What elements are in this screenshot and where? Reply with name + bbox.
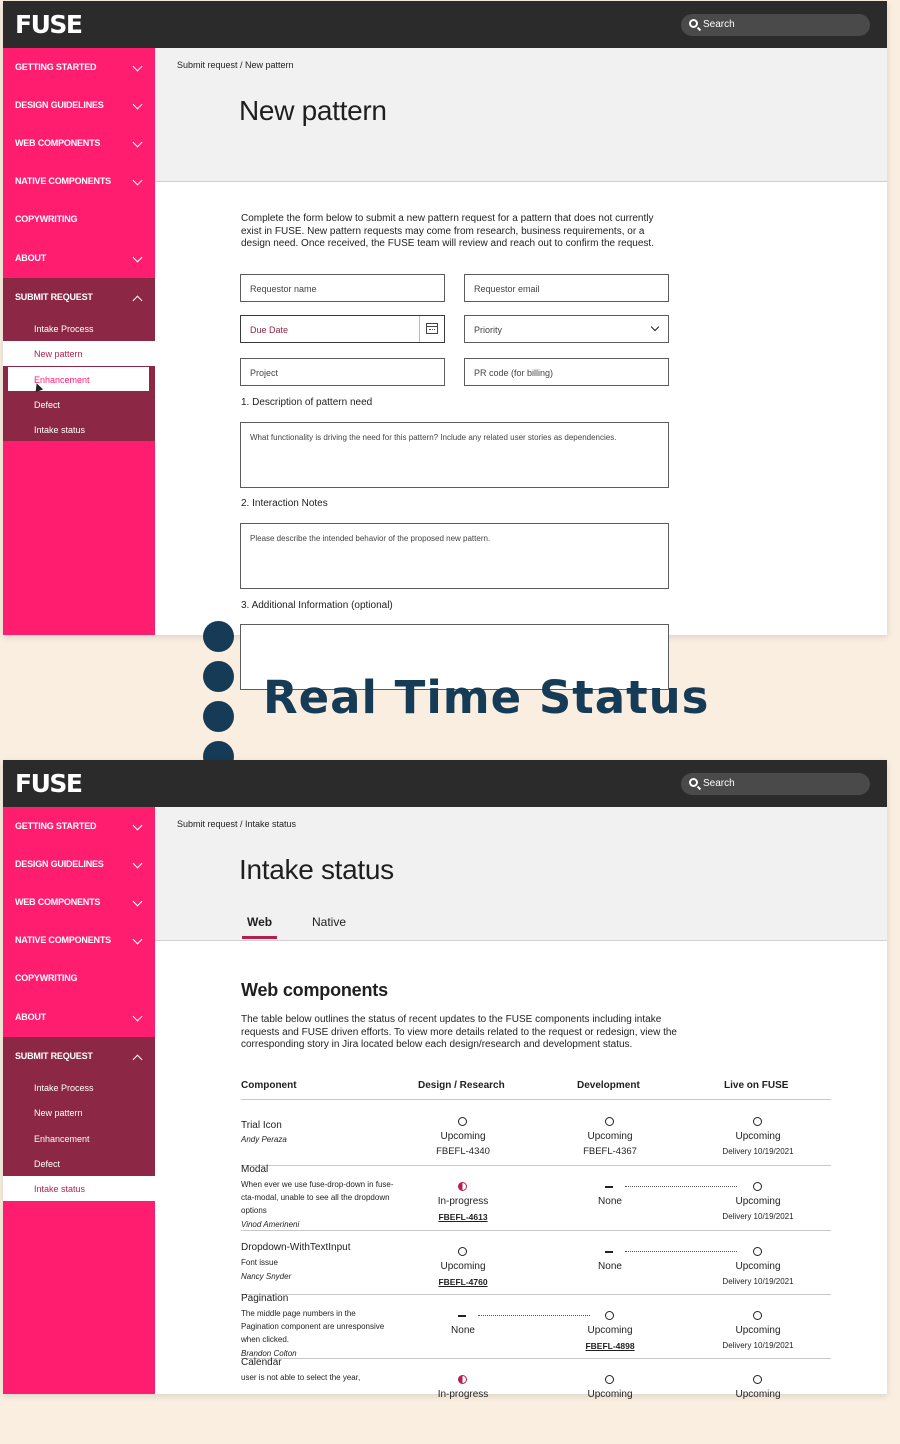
upcoming-icon [605, 1117, 614, 1126]
question-label: 3. Additional Information (optional) [241, 600, 393, 611]
calendar-icon[interactable] [419, 316, 444, 342]
table-row[interactable] [241, 1359, 831, 1424]
chevron-down-icon [133, 935, 143, 945]
nav-label: COPYWRITING [15, 973, 78, 983]
jira-link[interactable]: FBEFL-4613 [438, 1212, 488, 1222]
section-intro: The table below outlines the status of recent updates to the FUSE components including intake requests and FUSE driven efforts. To view more details related to the request or redesign, view the corresponding story in Jira located below each design/research and development status. [241, 1014, 677, 1051]
upcoming-icon [753, 1311, 762, 1320]
nav-about[interactable] [3, 998, 155, 1036]
nav-copywriting[interactable] [3, 200, 155, 238]
subnav-enhancement[interactable] [3, 1126, 155, 1151]
active-tab-indicator [242, 936, 277, 939]
jira-id: FBEFL-4340 [436, 1146, 490, 1157]
dev-status [555, 1367, 665, 1427]
status-text: Upcoming [735, 1261, 781, 1272]
chevron-down-icon [133, 253, 143, 263]
chevron-up-icon [133, 1055, 143, 1065]
status-text: In-progress [437, 1389, 489, 1400]
intake-status-screenshot [3, 760, 887, 1400]
subnav-defect[interactable] [3, 392, 155, 417]
search-placeholder: Search [703, 19, 735, 30]
interaction-notes-textarea[interactable] [240, 523, 669, 589]
column-header-development: Development [577, 1080, 640, 1091]
in-progress-icon [458, 1182, 467, 1191]
component-description: When ever we use fuse-drop-down in fuse-cta-modal, unable to see all the dropdown options [241, 1180, 394, 1216]
none-icon [605, 1186, 613, 1188]
component-name: Pagination [241, 1293, 289, 1304]
component-description: The middle page numbers in the Pagination component are unresponsive when clicked. [241, 1309, 385, 1345]
component-owner: Brandon Colton [241, 1349, 297, 1358]
nav-label: SUBMIT REQUEST [15, 292, 93, 302]
status-text: Upcoming [735, 1131, 781, 1142]
status-text: Upcoming [587, 1389, 633, 1400]
delivery-date: Delivery 10/19/2021 [722, 1341, 794, 1350]
nav-design-guidelines[interactable] [3, 86, 155, 124]
nav-label: SUBMIT REQUEST [15, 1051, 93, 1061]
page-header [155, 48, 887, 182]
upcoming-icon [753, 1375, 762, 1384]
timeline-dot [203, 621, 234, 652]
breadcrumb[interactable]: Submit request / New pattern [177, 60, 294, 70]
subnav-intake-process[interactable] [3, 316, 155, 341]
section-title: Web components [241, 980, 388, 1000]
subnav-label: Enhancement [34, 1134, 90, 1144]
upcoming-icon [458, 1247, 467, 1256]
column-header-component: Component [241, 1080, 297, 1091]
requestor-name-field[interactable] [240, 274, 445, 302]
upcoming-icon [605, 1375, 614, 1384]
nav-getting-started[interactable] [3, 48, 155, 86]
status-content [155, 941, 887, 1400]
status-text: None [598, 1261, 622, 1272]
sidebar [3, 807, 155, 1394]
dev-status [555, 1303, 665, 1363]
nav-getting-started[interactable] [3, 807, 155, 845]
table-row[interactable] [241, 1295, 831, 1360]
table-row[interactable] [241, 1101, 831, 1166]
nav-label: DESIGN GUIDELINES [15, 100, 104, 110]
live-status [703, 1239, 813, 1299]
status-text: None [598, 1196, 622, 1207]
timeline-dot [203, 661, 234, 692]
nav-submit-request[interactable] [3, 278, 155, 316]
nav-label: NATIVE COMPONENTS [15, 935, 111, 945]
search-placeholder: Search [703, 778, 735, 789]
subnav-label: New pattern [34, 349, 83, 359]
column-header-design: Design / Research [418, 1080, 505, 1091]
upcoming-icon [458, 1117, 467, 1126]
top-bar [3, 1, 887, 48]
nav-copywriting[interactable] [3, 959, 155, 997]
status-text: Upcoming [440, 1131, 486, 1142]
nav-native-components[interactable] [3, 162, 155, 200]
dev-status [555, 1109, 665, 1169]
nav-label: WEB COMPONENTS [15, 138, 101, 148]
upcoming-icon [753, 1247, 762, 1256]
upcoming-icon [605, 1311, 614, 1320]
nav-web-components[interactable] [3, 883, 155, 921]
page-header [155, 807, 887, 941]
subnav-label: Intake Process [34, 1083, 94, 1093]
chevron-down-icon [133, 62, 143, 72]
status-text: Upcoming [735, 1325, 781, 1336]
fuse-logo[interactable]: FUSE [15, 769, 82, 798]
nav-design-guidelines[interactable] [3, 845, 155, 883]
upcoming-icon [753, 1182, 762, 1191]
in-progress-icon [458, 1375, 467, 1384]
chevron-down-icon [133, 859, 143, 869]
live-status [703, 1367, 813, 1427]
design-status [408, 1174, 518, 1234]
design-status [408, 1367, 518, 1427]
table-header-rule [241, 1099, 831, 1100]
status-text: Upcoming [440, 1261, 486, 1272]
subnav-intake-process[interactable] [3, 1075, 155, 1100]
nav-label: COPYWRITING [15, 214, 78, 224]
fuse-logo[interactable]: FUSE [15, 10, 82, 39]
search-input[interactable] [681, 773, 870, 795]
dev-status [555, 1239, 665, 1299]
chevron-down-icon [651, 323, 659, 331]
chevron-up-icon [133, 296, 143, 306]
nav-label: ABOUT [15, 253, 46, 263]
delivery-date: Delivery 10/19/2021 [722, 1212, 794, 1221]
nav-about[interactable] [3, 239, 155, 277]
component-description: Font issue [241, 1258, 278, 1267]
chevron-down-icon [133, 138, 143, 148]
nav-label: WEB COMPONENTS [15, 897, 101, 907]
subnav-label: New pattern [34, 1108, 83, 1118]
status-text: None [451, 1325, 475, 1336]
page-title: Intake status [239, 854, 394, 885]
component-owner: Andy Peraza [241, 1135, 287, 1144]
search-icon [689, 778, 698, 787]
status-text: In-progress [437, 1196, 489, 1207]
chevron-down-icon [133, 176, 143, 186]
field-placeholder: PR code (for billing) [474, 368, 554, 378]
new-pattern-screenshot [3, 1, 887, 635]
form-content [155, 182, 887, 635]
subnav-label: Defect [34, 1159, 61, 1169]
question-label: 2. Interaction Notes [241, 498, 328, 509]
design-status [408, 1239, 518, 1299]
live-status [703, 1174, 813, 1234]
jira-link[interactable]: FBEFL-4760 [438, 1277, 488, 1287]
field-placeholder: Requestor email [474, 284, 540, 294]
requestor-email-field[interactable] [464, 274, 669, 302]
component-description: user is not able to select the year, [241, 1373, 361, 1382]
subnav-label: Enhancement [34, 375, 90, 385]
nav-label: DESIGN GUIDELINES [15, 859, 104, 869]
field-placeholder: Requestor name [250, 284, 317, 294]
upcoming-icon [753, 1117, 762, 1126]
tab-web[interactable]: Web [247, 915, 273, 929]
column-header-live: Live on FUSE [724, 1080, 789, 1091]
field-placeholder: Project [250, 368, 279, 378]
chevron-down-icon [133, 897, 143, 907]
chevron-down-icon [133, 100, 143, 110]
nav-label: ABOUT [15, 1012, 46, 1022]
subnav-label: Intake status [34, 1184, 86, 1194]
jira-link[interactable]: FBEFL-4898 [585, 1341, 635, 1351]
dev-status [555, 1174, 665, 1234]
project-field[interactable] [240, 358, 445, 386]
status-text: Upcoming [587, 1325, 633, 1336]
table-row[interactable] [241, 1166, 831, 1231]
search-icon [689, 19, 698, 28]
nav-label: GETTING STARTED [15, 821, 97, 831]
pr-code-field[interactable] [464, 358, 669, 386]
subnav-label: Intake Process [34, 324, 94, 334]
live-status [703, 1303, 813, 1363]
table-row[interactable] [241, 1231, 831, 1296]
delivery-date: Delivery 10/19/2021 [722, 1277, 794, 1286]
tab-native[interactable]: Native [312, 915, 347, 929]
top-bar [3, 760, 887, 807]
live-status [703, 1109, 813, 1169]
priority-select[interactable] [464, 315, 669, 343]
nav-submit-request[interactable] [3, 1037, 155, 1075]
nav-label: NATIVE COMPONENTS [15, 176, 111, 186]
textarea-placeholder: What functionality is driving the need for this pattern? Include any related user stories as dependencies. [250, 433, 617, 442]
chevron-down-icon [133, 1012, 143, 1022]
search-input[interactable] [681, 14, 870, 36]
form-intro: Complete the form below to submit a new pattern request for a pattern that does not currently exist in FUSE. New pattern requests may come from research, business requirements, or a design need. Once received, the FUSE team will review and reach out to confirm the request. [241, 213, 654, 250]
timeline-dot [203, 701, 234, 732]
component-name: Calendar [241, 1357, 282, 1368]
jira-id: FBEFL-4367 [583, 1146, 637, 1157]
design-status [408, 1303, 518, 1363]
submit-request-group [3, 1037, 155, 1200]
sidebar [3, 48, 155, 635]
select-value: Priority [474, 325, 503, 335]
field-placeholder: Due Date [250, 325, 289, 335]
page-title: New pattern [239, 95, 387, 126]
none-icon [458, 1315, 466, 1317]
description-textarea[interactable] [240, 422, 669, 488]
subnav-new-pattern[interactable] [3, 341, 155, 366]
textarea-placeholder: Please describe the intended behavior of the proposed new pattern. [250, 534, 491, 543]
nav-native-components[interactable] [3, 921, 155, 959]
subnav-label: Intake status [34, 425, 86, 435]
nav-label: GETTING STARTED [15, 62, 97, 72]
breadcrumb[interactable]: Submit request / Intake status [177, 819, 297, 829]
component-name: Dropdown-WithTextInput [241, 1242, 351, 1253]
nav-web-components[interactable] [3, 124, 155, 162]
banner-title: Real Time Status [263, 671, 710, 724]
subnav-new-pattern[interactable] [3, 1100, 155, 1125]
component-name: Modal [241, 1164, 269, 1175]
component-owner: Vinod Amerineni [241, 1220, 300, 1229]
chevron-down-icon [133, 821, 143, 831]
component-owner: Nancy Snyder [241, 1272, 292, 1281]
subnav-label: Defect [34, 400, 61, 410]
subnav-enhancement[interactable] [8, 367, 149, 391]
status-text: Upcoming [735, 1389, 781, 1400]
status-text: Upcoming [735, 1196, 781, 1207]
subnav-defect[interactable] [3, 1151, 155, 1176]
subnav-intake-status[interactable] [3, 417, 155, 442]
due-date-field[interactable] [240, 315, 445, 343]
design-status [408, 1109, 518, 1169]
submit-request-group [3, 278, 155, 441]
delivery-date: Delivery 10/19/2021 [722, 1147, 794, 1156]
subnav-intake-status[interactable] [3, 1176, 155, 1201]
component-name: Trial Icon [241, 1120, 282, 1131]
question-label: 1. Description of pattern need [241, 397, 373, 408]
none-icon [605, 1251, 613, 1253]
status-text: Upcoming [587, 1131, 633, 1142]
